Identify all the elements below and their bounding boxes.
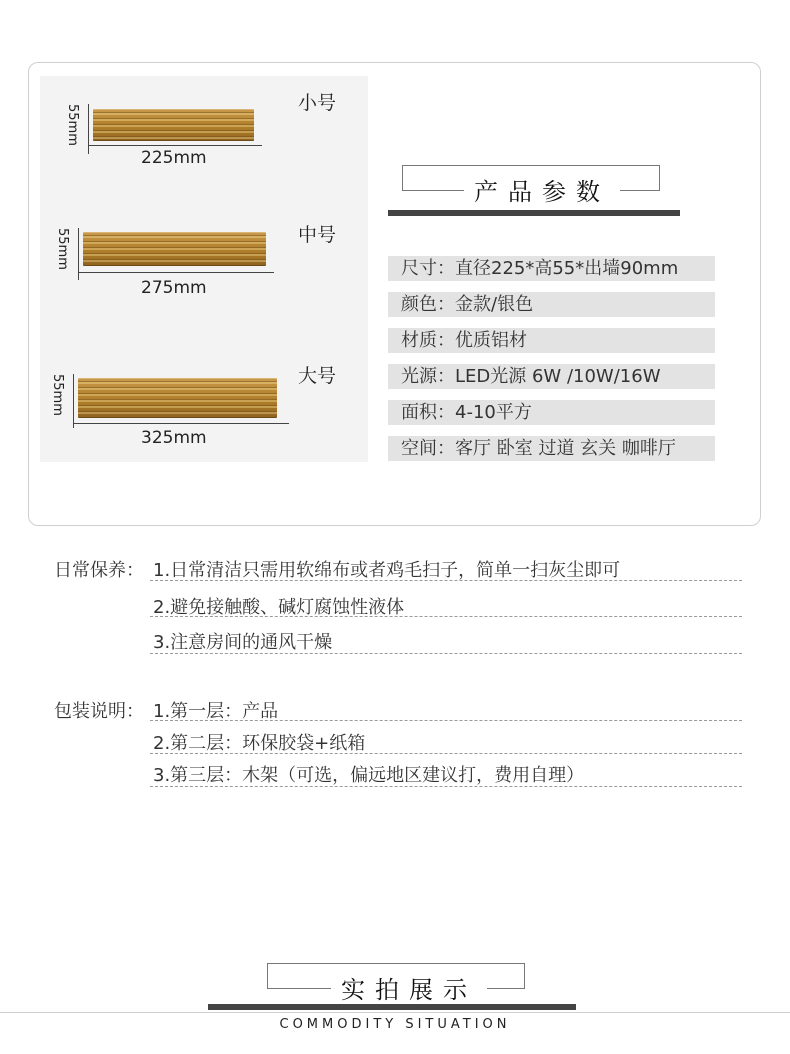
care-item-1: 1.日常清洁只需用软绵布或者鸡毛扫子，简单一扫灰尘即可 — [153, 560, 621, 581]
height-line-small — [88, 104, 89, 154]
packing-item-3: 3.第三层：木架（可选，偏远地区建议打，费用自理） — [153, 765, 585, 786]
showcase-title: 实拍展示 — [331, 970, 487, 1005]
param-row-area: 面积：4-10平方 — [388, 400, 715, 425]
width-dim-large: 325mm — [141, 428, 207, 448]
size-label-large: 大号 — [298, 365, 337, 387]
param-row-light: 光源：LED光源 6W /10W/16W — [388, 364, 715, 389]
showcase-title-bar — [208, 1004, 576, 1010]
packing-divider-1 — [150, 720, 742, 721]
care-divider-1 — [150, 580, 742, 581]
param-row-color: 颜色：金款/银色 — [388, 292, 715, 317]
lamp-bar-small — [93, 109, 254, 141]
care-label: 日常保养： — [54, 560, 144, 581]
width-line-small — [88, 145, 262, 146]
packing-item-2: 2.第二层：环保胶袋+纸箱 — [153, 733, 366, 754]
care-item-2: 2.避免接触酸、碱灯腐蚀性液体 — [153, 597, 405, 618]
packing-divider-3 — [150, 786, 742, 787]
care-divider-2 — [150, 616, 742, 617]
height-dim-medium: 55mm — [55, 228, 70, 270]
width-dim-medium: 275mm — [141, 278, 207, 298]
packing-divider-2 — [150, 753, 742, 754]
height-dim-small: 55mm — [65, 104, 80, 146]
param-row-space: 空间：客厅 卧室 过道 玄关 咖啡厅 — [388, 436, 715, 461]
showcase-subtitle: COMMODITY SITUATION — [279, 1017, 511, 1032]
height-dim-large: 55mm — [50, 374, 65, 416]
lamp-bar-large — [78, 378, 277, 418]
packing-item-1: 1.第一层：产品 — [153, 701, 279, 722]
care-item-3: 3.注意房间的通风干燥 — [153, 632, 333, 653]
width-dim-small: 225mm — [141, 148, 207, 168]
params-title-bar — [388, 210, 680, 216]
param-row-material: 材质：优质铝材 — [388, 328, 715, 353]
width-line-large — [73, 423, 289, 424]
lamp-bar-medium — [83, 232, 266, 266]
size-label-medium: 中号 — [298, 224, 337, 246]
care-divider-3 — [150, 653, 742, 654]
size-label-small: 小号 — [298, 92, 337, 114]
params-title: 产品参数 — [464, 172, 620, 207]
height-line-large — [73, 374, 74, 428]
width-line-medium — [78, 272, 274, 273]
param-row-size: 尺寸：直径225*高55*出墙90mm — [388, 256, 715, 281]
footer-rule — [0, 1012, 790, 1013]
packing-label: 包装说明： — [54, 701, 144, 722]
